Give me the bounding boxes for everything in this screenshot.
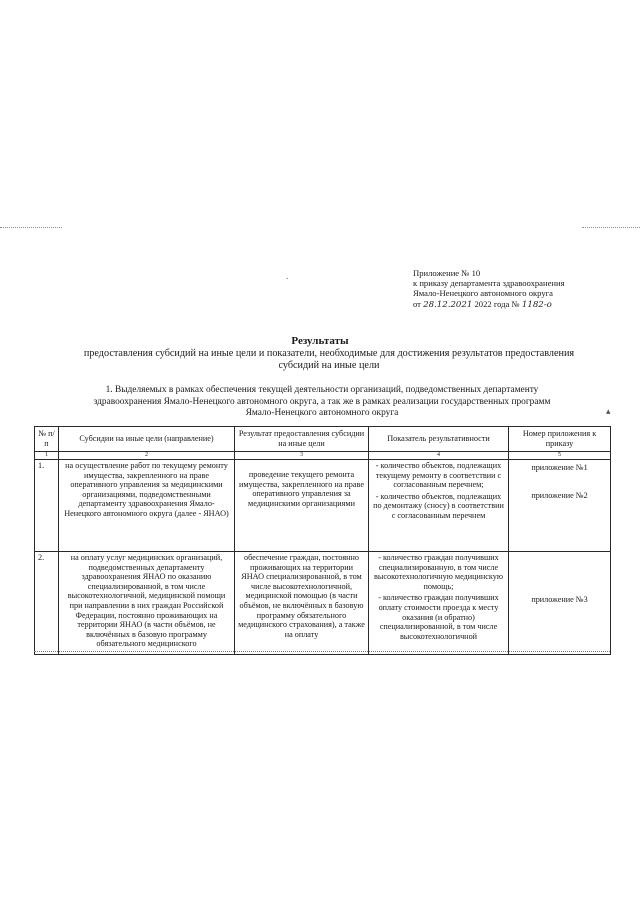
row-annexes	[509, 460, 611, 552]
annex-date-handwritten: 28.12.2021	[423, 299, 473, 310]
annex-reference: приложение №1	[531, 463, 588, 472]
row-indicators	[369, 460, 509, 552]
column-number: 2	[59, 452, 235, 460]
document-title: Результаты	[291, 335, 349, 347]
indicator-item: - количество объектов, подлежащих текущему ремонту в соответствии с согласованным перечнем;	[375, 461, 502, 490]
annex-date-prefix: от	[413, 298, 421, 309]
column-number-row	[35, 452, 611, 460]
header-direction: Субсидии на иные цели (направление)	[59, 427, 235, 452]
row-result: обеспечение граждан, постоянно проживающих на территории ЯНАО специализированной, в том числе высокотехнологичной, медицинской помощью (в части объёмов, не включённых в базовую программу обязательного медицинского страхования), а также на оплату	[235, 552, 369, 655]
section-line-1: 1. Выделяемых в рамках обеспечения текущей деятельности организаций, подведомственных департаменту	[105, 385, 539, 395]
annex-line-1: Приложение № 10	[413, 268, 481, 278]
table-row	[35, 552, 611, 655]
section-line-2: здравоохранения Ямало-Ненецкого автономного округа, а так же в рамках реализации государственных программ	[93, 396, 551, 407]
column-number: 1	[35, 452, 59, 460]
scan-fold-line-right	[582, 227, 640, 228]
scan-dot: .	[286, 271, 289, 281]
annex-reference: приложение №3	[531, 595, 588, 604]
annex-line-3: Ямало-Ненецкого автономного округа	[413, 288, 553, 299]
header-num: № п/п	[35, 427, 59, 452]
row-result: проведение текущего ремонта имущества, закрепленного на праве оперативного управления за медицинскими организациями	[235, 460, 369, 552]
row-indicators	[369, 552, 509, 655]
row-annexes	[509, 552, 611, 655]
indicator-item: - количество граждан получивших оплату стоимости проезда к месту оказания (и обратно) специализированной, в том числе высокотехнологичной	[378, 593, 499, 641]
header-result: Результат предоставления субсидии на иные цели	[235, 427, 369, 452]
header-annex: Номер приложения к приказу	[509, 427, 611, 452]
results-table	[34, 426, 611, 655]
column-number: 5	[509, 452, 611, 460]
table-row	[35, 460, 611, 552]
indicator-item: - количество объектов, подлежащих по демонтажу (сносу) в соответствии с согласованным перечнем	[373, 491, 504, 520]
table-header-row	[35, 427, 611, 452]
scan-fold-line-left	[0, 227, 62, 228]
row-direction: на оплату услуг медицинских организаций, подведомственных департаменту здравоохранения ЯНАО по оказанию специализированной, в том числе высокотехнологичной, медицинской помощи при направлении в них граждан Российской Федерации, постоянно проживающих на территории ЯНАО (в части объёмов, не включённых в базовую программу обязательного медицинского	[59, 552, 235, 655]
scan-dot: ▴	[606, 406, 611, 416]
annex-line-4	[413, 299, 565, 310]
annex-header	[413, 268, 565, 310]
annex-reference: приложение №2	[531, 490, 588, 500]
row-number: 2.	[35, 552, 59, 655]
section-heading	[62, 385, 582, 420]
annex-number-handwritten: 1182-о	[521, 299, 552, 310]
annex-year: 2022 года	[474, 298, 510, 309]
annex-number-prefix: №	[511, 298, 520, 309]
row-direction: на осуществление работ по текущему ремонту имущества, закрепленного на праве оперативного управления за медицинскими организациями, подведомственными департаменту здравоохранения Ямало-Ненецкого автономного округа (далее - ЯНАО)	[59, 460, 235, 552]
column-number: 4	[369, 452, 509, 460]
page-cut-line	[34, 651, 610, 654]
header-indicator: Показатель результативности	[369, 427, 509, 452]
row-number: 1.	[35, 460, 59, 552]
document-subtitle: предоставления субсидий на иные цели и показатели, необходимые для достижения результатов предоставления субсидий на иные цели	[83, 348, 575, 371]
annex-line-2: к приказу департамента здравоохранения	[413, 278, 565, 289]
indicator-item: - количество граждан получивших специализированную, в том числе высокотехнологичную медицинскую помощь;	[374, 553, 503, 591]
column-number: 3	[235, 452, 369, 460]
section-line-3: Ямало-Ненецкого автономного округа	[245, 408, 399, 419]
